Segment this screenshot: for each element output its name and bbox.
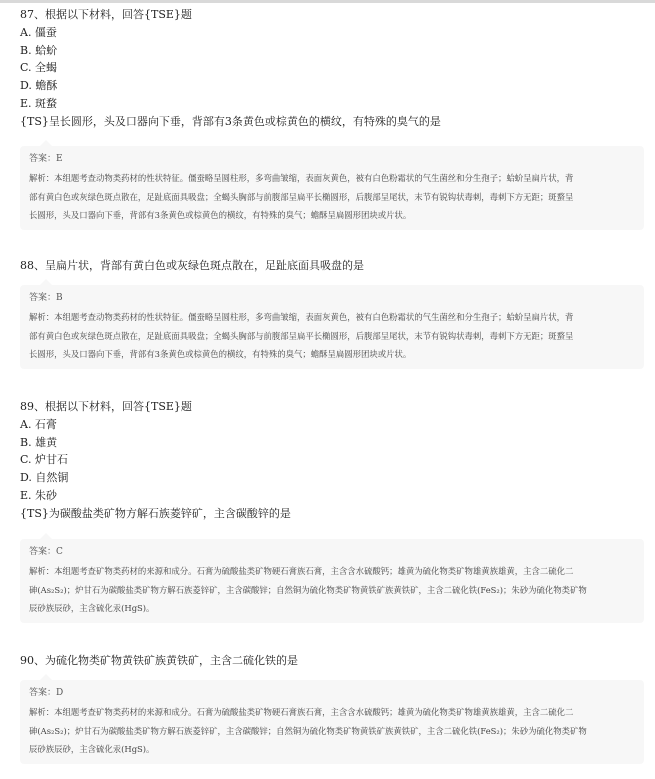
explanation-88 — [29, 308, 635, 364]
option-d: D. 蟾酥 — [20, 79, 58, 93]
answer-box-88 — [20, 285, 644, 369]
option-b: B. 蛤蚧 — [20, 43, 58, 57]
question-90 — [20, 652, 645, 669]
answer-box-90 — [20, 680, 644, 764]
explanation-90-line-1: 解析：本组题考查矿物类药材的来源和成分。石膏为硫酸盐类矿物硬石膏族石膏，主含含水硫酸钙；雄黄为硫化物类矿物雄黄族雄黄，主含二硫化二 — [29, 707, 574, 717]
question-87 — [20, 6, 645, 130]
question-87-title: 87、根据以下材料，回答{TSE}题 — [20, 8, 192, 21]
explanation-90-line-2: 砷(As₂S₂)；炉甘石为碳酸盐类矿物方解石族菱锌矿，主含碳酸锌；自然铜为硫化物类矿物黄铁矿族黄铁矿，主含二硫化铁(FeS₂)；朱砂为硫化物类矿物 — [29, 725, 587, 736]
question-90-stem: 90、为硫化物类矿物黄铁矿族黄铁矿，主含二硫化铁的是 — [20, 654, 298, 667]
top-divider — [0, 0, 655, 3]
question-88 — [20, 257, 645, 274]
option-c: C. 炉甘石 — [20, 453, 69, 467]
explanation-89-line-2: 砷(As₂S₂)；炉甘石为碳酸盐类矿物方解石族菱锌矿，主含碳酸锌；自然铜为硫化物类矿物黄铁矿族黄铁矿，主含二硫化铁(FeS₂)；朱砂为硫化物类矿物 — [29, 584, 587, 595]
explanation-87-line-1: 解析：本组题考查动物类药材的性状特征。僵蚕略呈圆柱形，多弯曲皱缩，表面灰黄色，被有白色粉霜状的气生菌丝和分生孢子；蛤蚧呈扁片状，背 — [29, 173, 574, 183]
explanation-90 — [29, 703, 635, 759]
explanation-88-line-1: 解析：本组题考查动物类药材的性状特征。僵蚕略呈圆柱形，多弯曲皱缩，表面灰黄色，被有白色粉霜状的气生菌丝和分生孢子；蛤蚧呈扁片状，背 — [29, 312, 574, 322]
explanation-87 — [29, 169, 635, 225]
option-a: A. 石膏 — [20, 417, 57, 431]
answer-box-87 — [20, 146, 644, 230]
answer-box-89 — [20, 539, 644, 623]
question-87-stem: {TS}呈长圆形，头及口器向下垂，背部有3条黄色或棕黄色的横纹，有特殊的臭气的是 — [20, 114, 441, 128]
question-88-stem: 88、呈扁片状，背部有黄白色或灰绿色斑点散在，足趾底面具吸盘的是 — [20, 259, 364, 272]
question-89-title: 89、根据以下材料，回答{TSE}题 — [20, 400, 192, 413]
question-89 — [20, 398, 645, 522]
option-d: D. 自然铜 — [20, 471, 69, 485]
question-89-stem: {TS}为碳酸盐类矿物方解石族菱锌矿，主含碳酸锌的是 — [20, 506, 291, 520]
explanation-87-line-2: 部有黄白色或灰绿色斑点散在，足趾底面具吸盘；全蝎头胸部与前腹部呈扁平长椭圆形，后腹部呈尾状，末节有锐钩状毒刺，毒刺下方无距；斑蝥呈 — [29, 191, 574, 202]
explanation-89 — [29, 562, 635, 618]
option-e: E. 斑蝥 — [20, 96, 58, 110]
answer-89: 答案：C — [29, 547, 63, 557]
explanation-88-line-3: 长圆形，头及口器向下垂，背部有3条黄色或棕黄色的横纹，有特殊的臭气；蟾酥呈扁圆形团块或片状。 — [29, 349, 412, 359]
option-c: C. 全蝎 — [20, 61, 58, 75]
option-a: A. 僵蚕 — [20, 25, 57, 39]
option-e: E. 朱砂 — [20, 488, 58, 502]
explanation-89-line-3: 辰砂族辰砂，主含硫化汞(HgS)。 — [29, 603, 155, 613]
explanation-87-line-3: 长圆形，头及口器向下垂，背部有3条黄色或棕黄色的横纹，有特殊的臭气；蟾酥呈扁圆形团块或片状。 — [29, 210, 412, 220]
option-b: B. 雄黄 — [20, 435, 58, 449]
explanation-88-line-2: 部有黄白色或灰绿色斑点散在，足趾底面具吸盘；全蝎头胸部与前腹部呈扁平长椭圆形，后腹部呈尾状，末节有锐钩状毒刺，毒刺下方无距；斑蝥呈 — [29, 330, 574, 341]
answer-90: 答案：D — [29, 688, 64, 698]
explanation-90-line-3: 辰砂族辰砂，主含硫化汞(HgS)。 — [29, 744, 155, 754]
explanation-89-line-1: 解析：本组题考查矿物类药材的来源和成分。石膏为硫酸盐类矿物硬石膏族石膏，主含含水硫酸钙；雄黄为硫化物类矿物雄黄族雄黄，主含二硫化二 — [29, 566, 574, 576]
answer-87: 答案：E — [29, 154, 63, 164]
answer-88: 答案：B — [29, 293, 63, 303]
